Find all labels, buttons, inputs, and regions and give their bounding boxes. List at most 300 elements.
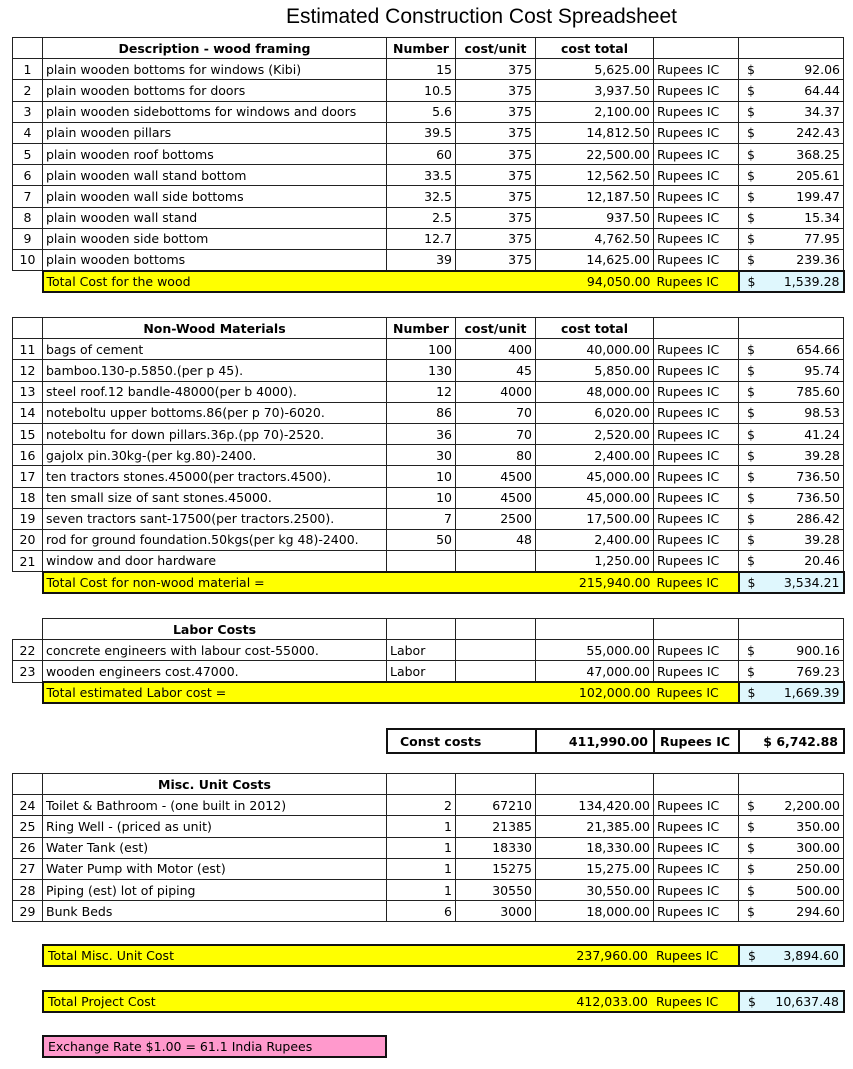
item-cost-unit: 30550 — [456, 879, 536, 900]
item-currency: Rupees IC — [654, 122, 739, 143]
dollar-sign: $ — [747, 447, 755, 463]
row-number: 5 — [13, 143, 43, 164]
dollar-sign: $ — [747, 146, 755, 162]
dollar-sign: $ — [747, 532, 755, 548]
dollar-sign: $ — [747, 840, 755, 856]
row-number: 7 — [13, 186, 43, 207]
section-total-rupees: 215,940.00 — [536, 572, 654, 593]
table-row — [13, 143, 844, 164]
item-number: 10 — [387, 487, 456, 508]
row-number: 26 — [13, 837, 43, 858]
table-row — [13, 186, 844, 207]
item-usd-cell — [739, 795, 844, 816]
row-number: 12 — [13, 360, 43, 381]
item-usd-cell — [739, 837, 844, 858]
dollar-sign: $ — [747, 61, 755, 77]
item-number: 15 — [387, 59, 456, 80]
item-description: Ring Well - (priced as unit) — [43, 816, 387, 837]
column-header-number — [387, 774, 456, 795]
item-usd-cell — [739, 402, 844, 423]
item-description: gajolx pin.30kg-(per kg.80)-2400. — [43, 445, 387, 466]
item-currency: Rupees IC — [654, 529, 739, 550]
item-cost-total: 47,000.00 — [536, 661, 654, 682]
item-usd-cell — [739, 640, 844, 661]
item-usd-cell — [739, 101, 844, 122]
dollar-sign: $ — [747, 125, 755, 141]
row-number: 11 — [13, 339, 43, 360]
item-currency: Rupees IC — [654, 466, 739, 487]
item-number: 1 — [387, 858, 456, 879]
item-number: 12.7 — [387, 228, 456, 249]
table-row — [13, 487, 844, 508]
table-row — [13, 249, 844, 270]
item-number: 6 — [387, 901, 456, 922]
dollar-sign: $ — [747, 797, 755, 813]
item-number: 10 — [387, 466, 456, 487]
item-currency: Rupees IC — [654, 661, 739, 682]
item-description: concrete engineers with labour cost-55000. — [43, 640, 387, 661]
header-blank-cell — [13, 619, 43, 640]
item-cost-unit: 375 — [456, 249, 536, 270]
item-currency: Rupees IC — [654, 59, 739, 80]
row-number: 15 — [13, 423, 43, 444]
header-blank-cell — [654, 774, 739, 795]
section-total-currency: Rupees IC — [654, 572, 739, 593]
row-number: 29 — [13, 901, 43, 922]
item-usd: 736.50 — [796, 468, 840, 484]
table-row — [13, 423, 844, 444]
blank-cell — [13, 271, 43, 292]
item-currency: Rupees IC — [654, 339, 739, 360]
item-description: bags of cement — [43, 339, 387, 360]
item-cost-unit: 4500 — [456, 466, 536, 487]
item-cost-unit: 15275 — [456, 858, 536, 879]
item-currency: Rupees IC — [654, 381, 739, 402]
section-total-row — [13, 682, 844, 703]
header-blank-cell — [654, 318, 739, 339]
item-cost-total: 937.50 — [536, 207, 654, 228]
item-number: 86 — [387, 402, 456, 423]
column-header-number: Number — [387, 318, 456, 339]
row-number: 14 — [13, 402, 43, 423]
item-currency: Rupees IC — [654, 143, 739, 164]
misc-total-usd: 3,894.60 — [783, 948, 839, 963]
item-usd-cell — [739, 360, 844, 381]
section-total-usd: 1,669.39 — [783, 685, 840, 701]
item-description: plain wooden sidebottoms for windows and doors — [43, 101, 387, 122]
item-usd: 350.00 — [796, 818, 840, 834]
item-description: steel roof.12 bandle-48000(per b 4000). — [43, 381, 387, 402]
item-number: 10.5 — [387, 80, 456, 101]
item-currency: Rupees IC — [654, 249, 739, 270]
item-usd-cell — [739, 466, 844, 487]
item-usd: 368.25 — [796, 146, 840, 162]
table-row — [13, 661, 844, 682]
item-cost-total: 2,100.00 — [536, 101, 654, 122]
table-row — [13, 207, 844, 228]
column-header-cost-unit: cost/unit — [456, 38, 536, 59]
header-blank-cell — [739, 774, 844, 795]
item-cost-unit: 375 — [456, 228, 536, 249]
item-description: wooden engineers cost.47000. — [43, 661, 387, 682]
item-usd-cell — [739, 858, 844, 879]
item-currency: Rupees IC — [654, 795, 739, 816]
dollar-sign: $ — [747, 341, 755, 357]
item-cost-total: 14,812.50 — [536, 122, 654, 143]
item-currency: Rupees IC — [654, 101, 739, 122]
table-row — [13, 529, 844, 550]
column-header-cost-total — [536, 774, 654, 795]
item-currency: Rupees IC — [654, 423, 739, 444]
item-description: rod for ground foundation.50kgs(per kg 48)-2400. — [43, 529, 387, 550]
item-currency: Rupees IC — [654, 901, 739, 922]
dollar-sign: $ — [747, 882, 755, 898]
section-total-label: Total Cost for the wood — [43, 271, 536, 292]
item-cost-unit: 21385 — [456, 816, 536, 837]
item-usd-cell — [739, 816, 844, 837]
item-usd-cell — [739, 59, 844, 80]
labor-costs-table — [12, 618, 845, 704]
dollar-sign: $ — [747, 104, 755, 120]
project-total-label: Total Project Cost — [44, 992, 534, 1011]
table-row — [13, 466, 844, 487]
exchange-rate-label: Exchange Rate $1.00 = 61.1 India Rupees — [48, 1039, 313, 1054]
item-usd-cell — [739, 122, 844, 143]
const-costs-label: Const costs — [387, 729, 536, 753]
dollar-sign: $ — [747, 273, 756, 289]
dollar-sign: $ — [747, 468, 755, 484]
item-usd-cell — [739, 508, 844, 529]
item-description: ten small size of sant stones.45000. — [43, 487, 387, 508]
item-cost-total: 5,850.00 — [536, 360, 654, 381]
wood-framing-table — [12, 37, 845, 293]
row-number: 20 — [13, 529, 43, 550]
item-description: seven tractors sant-17500(per tractors.2500). — [43, 508, 387, 529]
item-cost-total: 1,250.00 — [536, 551, 654, 572]
column-header-number: Number — [387, 38, 456, 59]
item-usd-cell — [739, 207, 844, 228]
item-description: noteboltu for down pillars.36p.(pp 70)-2520. — [43, 423, 387, 444]
item-currency: Rupees IC — [654, 402, 739, 423]
item-usd: 98.53 — [804, 405, 840, 421]
item-cost-unit — [456, 661, 536, 682]
header-row — [13, 774, 844, 795]
item-usd: 769.23 — [796, 663, 840, 679]
item-number: 2 — [387, 795, 456, 816]
item-usd-cell — [739, 423, 844, 444]
item-cost-unit: 67210 — [456, 795, 536, 816]
item-currency: Rupees IC — [654, 837, 739, 858]
dollar-sign: $ — [747, 685, 756, 701]
project-total-currency: Rupees IC — [652, 992, 740, 1011]
project-total-usd: 10,637.48 — [775, 994, 839, 1009]
row-number: 23 — [13, 661, 43, 682]
header-blank-cell — [13, 38, 43, 59]
row-number: 1 — [13, 59, 43, 80]
item-number: 130 — [387, 360, 456, 381]
item-description: plain wooden bottoms — [43, 249, 387, 270]
item-currency: Rupees IC — [654, 508, 739, 529]
page-title: Estimated Construction Cost Spreadsheet — [285, 5, 678, 28]
item-usd-cell — [739, 445, 844, 466]
item-number: 50 — [387, 529, 456, 550]
dollar-sign: $ — [747, 818, 755, 834]
dollar-sign: $ — [747, 82, 755, 98]
item-description: plain wooden bottoms for windows (Kibi) — [43, 59, 387, 80]
item-cost-unit — [456, 551, 536, 572]
column-header-number — [387, 619, 456, 640]
item-number: Labor — [387, 661, 456, 682]
item-number: 1 — [387, 816, 456, 837]
item-cost-unit: 375 — [456, 186, 536, 207]
item-usd: 294.60 — [796, 903, 840, 919]
item-usd-cell — [739, 661, 844, 682]
section-total-usd-cell — [739, 682, 844, 703]
column-header-description: Description - wood framing — [43, 38, 387, 59]
item-usd: 20.46 — [804, 553, 840, 569]
dollar-sign: $ — [747, 231, 755, 247]
item-usd-cell — [739, 165, 844, 186]
item-description: plain wooden bottoms for doors — [43, 80, 387, 101]
column-header-description: Non-Wood Materials — [43, 318, 387, 339]
table-row — [13, 816, 844, 837]
item-cost-total: 6,020.00 — [536, 402, 654, 423]
section-total-usd: 3,534.21 — [783, 574, 840, 590]
item-description: plain wooden pillars — [43, 122, 387, 143]
item-cost-total: 30,550.00 — [536, 879, 654, 900]
column-header-description: Labor Costs — [43, 619, 387, 640]
item-cost-total: 18,330.00 — [536, 837, 654, 858]
item-usd: 2,200.00 — [784, 797, 840, 813]
misc-total-row — [42, 944, 845, 967]
section-total-usd: 1,539.28 — [783, 273, 840, 289]
item-usd: 34.37 — [804, 104, 840, 120]
row-number: 27 — [13, 858, 43, 879]
dollar-sign: $ — [747, 861, 755, 877]
item-cost-total: 2,400.00 — [536, 445, 654, 466]
table-row — [13, 837, 844, 858]
column-header-cost-total — [536, 619, 654, 640]
table-row — [13, 402, 844, 423]
table-row — [13, 901, 844, 922]
item-number: 7 — [387, 508, 456, 529]
non-wood-materials-table — [12, 317, 845, 594]
const-costs-usd: $ 6,742.88 — [739, 729, 844, 753]
item-description: plain wooden roof bottoms — [43, 143, 387, 164]
dollar-sign: $ — [747, 188, 755, 204]
item-description: plain wooden wall side bottoms — [43, 186, 387, 207]
header-blank-cell — [739, 318, 844, 339]
item-currency: Rupees IC — [654, 816, 739, 837]
const-costs-rupees: 411,990.00 — [536, 729, 654, 753]
blank-cell — [13, 572, 43, 593]
item-number: 1 — [387, 879, 456, 900]
table-row — [13, 122, 844, 143]
item-cost-total: 12,187.50 — [536, 186, 654, 207]
item-cost-unit: 375 — [456, 207, 536, 228]
item-usd-cell — [739, 487, 844, 508]
row-number: 25 — [13, 816, 43, 837]
header-blank-cell — [654, 619, 739, 640]
item-cost-total: 40,000.00 — [536, 339, 654, 360]
item-description: Bunk Beds — [43, 901, 387, 922]
item-number: 100 — [387, 339, 456, 360]
item-cost-total: 3,937.50 — [536, 80, 654, 101]
item-currency: Rupees IC — [654, 165, 739, 186]
item-description: plain wooden wall stand — [43, 207, 387, 228]
dollar-sign: $ — [747, 362, 755, 378]
section-total-rupees: 102,000.00 — [536, 682, 654, 703]
exchange-rate-note — [42, 1035, 387, 1058]
section-total-row — [13, 572, 844, 593]
item-cost-unit: 4500 — [456, 487, 536, 508]
item-usd: 77.95 — [804, 231, 840, 247]
project-total-usd-cell — [740, 992, 843, 1011]
table-row — [13, 879, 844, 900]
table-row — [13, 795, 844, 816]
dollar-sign: $ — [747, 511, 755, 527]
misc-total-currency: Rupees IC — [652, 946, 740, 965]
item-usd: 736.50 — [796, 490, 840, 506]
section-total-label: Total estimated Labor cost = — [43, 682, 536, 703]
column-header-cost-unit: cost/unit — [456, 318, 536, 339]
item-currency: Rupees IC — [654, 879, 739, 900]
item-cost-unit — [456, 640, 536, 661]
item-usd: 41.24 — [804, 426, 840, 442]
project-total-rupees: 412,033.00 — [534, 992, 652, 1011]
item-currency: Rupees IC — [654, 228, 739, 249]
item-usd: 242.43 — [796, 125, 840, 141]
table-row — [13, 165, 844, 186]
const-costs-currency: Rupees IC — [654, 729, 739, 753]
column-header-cost-total: cost total — [536, 38, 654, 59]
table-row — [13, 640, 844, 661]
item-number: 39 — [387, 249, 456, 270]
dollar-sign: $ — [747, 642, 755, 658]
item-usd: 95.74 — [804, 362, 840, 378]
item-description: Water Tank (est) — [43, 837, 387, 858]
item-cost-total: 134,420.00 — [536, 795, 654, 816]
item-cost-unit: 375 — [456, 59, 536, 80]
misc-total-usd-cell — [740, 946, 843, 965]
item-cost-unit: 45 — [456, 360, 536, 381]
item-usd-cell — [739, 339, 844, 360]
dollar-sign: $ — [747, 663, 755, 679]
item-usd: 39.28 — [804, 532, 840, 548]
item-currency: Rupees IC — [654, 640, 739, 661]
item-usd-cell — [739, 381, 844, 402]
item-cost-unit: 375 — [456, 165, 536, 186]
project-total-row — [42, 990, 845, 1013]
item-usd-cell — [739, 879, 844, 900]
row-number: 16 — [13, 445, 43, 466]
const-costs-summary — [386, 728, 845, 754]
item-number: 12 — [387, 381, 456, 402]
row-number: 28 — [13, 879, 43, 900]
section-total-row — [13, 271, 844, 292]
column-header-description: Misc. Unit Costs — [43, 774, 387, 795]
item-cost-unit: 375 — [456, 122, 536, 143]
item-usd: 785.60 — [796, 384, 840, 400]
item-usd: 900.16 — [796, 642, 840, 658]
item-cost-total: 2,520.00 — [536, 423, 654, 444]
item-number: 1 — [387, 837, 456, 858]
item-cost-unit: 48 — [456, 529, 536, 550]
item-usd: 39.28 — [804, 447, 840, 463]
table-row — [13, 551, 844, 572]
dollar-sign: $ — [748, 994, 756, 1009]
item-number: 33.5 — [387, 165, 456, 186]
header-blank-cell — [654, 38, 739, 59]
item-number: 2.5 — [387, 207, 456, 228]
item-usd-cell — [739, 249, 844, 270]
header-row — [13, 38, 844, 59]
item-usd-cell — [739, 186, 844, 207]
column-header-cost-unit — [456, 619, 536, 640]
item-description: bamboo.130-p.5850.(per p 45). — [43, 360, 387, 381]
misc-total-rupees: 237,960.00 — [534, 946, 652, 965]
row-number: 4 — [13, 122, 43, 143]
item-description: window and door hardware — [43, 551, 387, 572]
item-usd: 250.00 — [796, 861, 840, 877]
section-total-currency: Rupees IC — [654, 271, 739, 292]
item-cost-unit: 375 — [456, 143, 536, 164]
section-total-usd-cell — [739, 271, 844, 292]
item-cost-total: 15,275.00 — [536, 858, 654, 879]
dollar-sign: $ — [747, 384, 755, 400]
item-cost-unit: 70 — [456, 402, 536, 423]
item-cost-unit: 70 — [456, 423, 536, 444]
table-row — [13, 381, 844, 402]
item-cost-total: 2,400.00 — [536, 529, 654, 550]
item-number: 30 — [387, 445, 456, 466]
header-blank-cell — [739, 619, 844, 640]
dollar-sign: $ — [747, 210, 755, 226]
row-number: 10 — [13, 249, 43, 270]
table-row — [13, 858, 844, 879]
item-cost-total: 45,000.00 — [536, 466, 654, 487]
item-cost-total: 17,500.00 — [536, 508, 654, 529]
table-row — [13, 228, 844, 249]
column-header-cost-total: cost total — [536, 318, 654, 339]
dollar-sign: $ — [747, 574, 756, 590]
item-cost-unit: 4000 — [456, 381, 536, 402]
item-description: Water Pump with Motor (est) — [43, 858, 387, 879]
header-blank-cell — [739, 38, 844, 59]
header-blank-cell — [13, 318, 43, 339]
item-number: 60 — [387, 143, 456, 164]
item-cost-total: 4,762.50 — [536, 228, 654, 249]
row-number: 18 — [13, 487, 43, 508]
item-usd-cell — [739, 551, 844, 572]
dollar-sign: $ — [747, 553, 755, 569]
item-cost-total: 21,385.00 — [536, 816, 654, 837]
row-number: 8 — [13, 207, 43, 228]
item-cost-total: 48,000.00 — [536, 381, 654, 402]
item-currency: Rupees IC — [654, 207, 739, 228]
column-header-cost-unit — [456, 774, 536, 795]
item-cost-unit: 375 — [456, 101, 536, 122]
row-number: 2 — [13, 80, 43, 101]
table-row — [13, 445, 844, 466]
item-description: plain wooden wall stand bottom — [43, 165, 387, 186]
section-total-label: Total Cost for non-wood material = — [43, 572, 536, 593]
item-usd: 199.47 — [796, 188, 840, 204]
row-number: 21 — [13, 551, 43, 572]
dollar-sign: $ — [747, 167, 755, 183]
row-number: 13 — [13, 381, 43, 402]
item-usd-cell — [739, 901, 844, 922]
